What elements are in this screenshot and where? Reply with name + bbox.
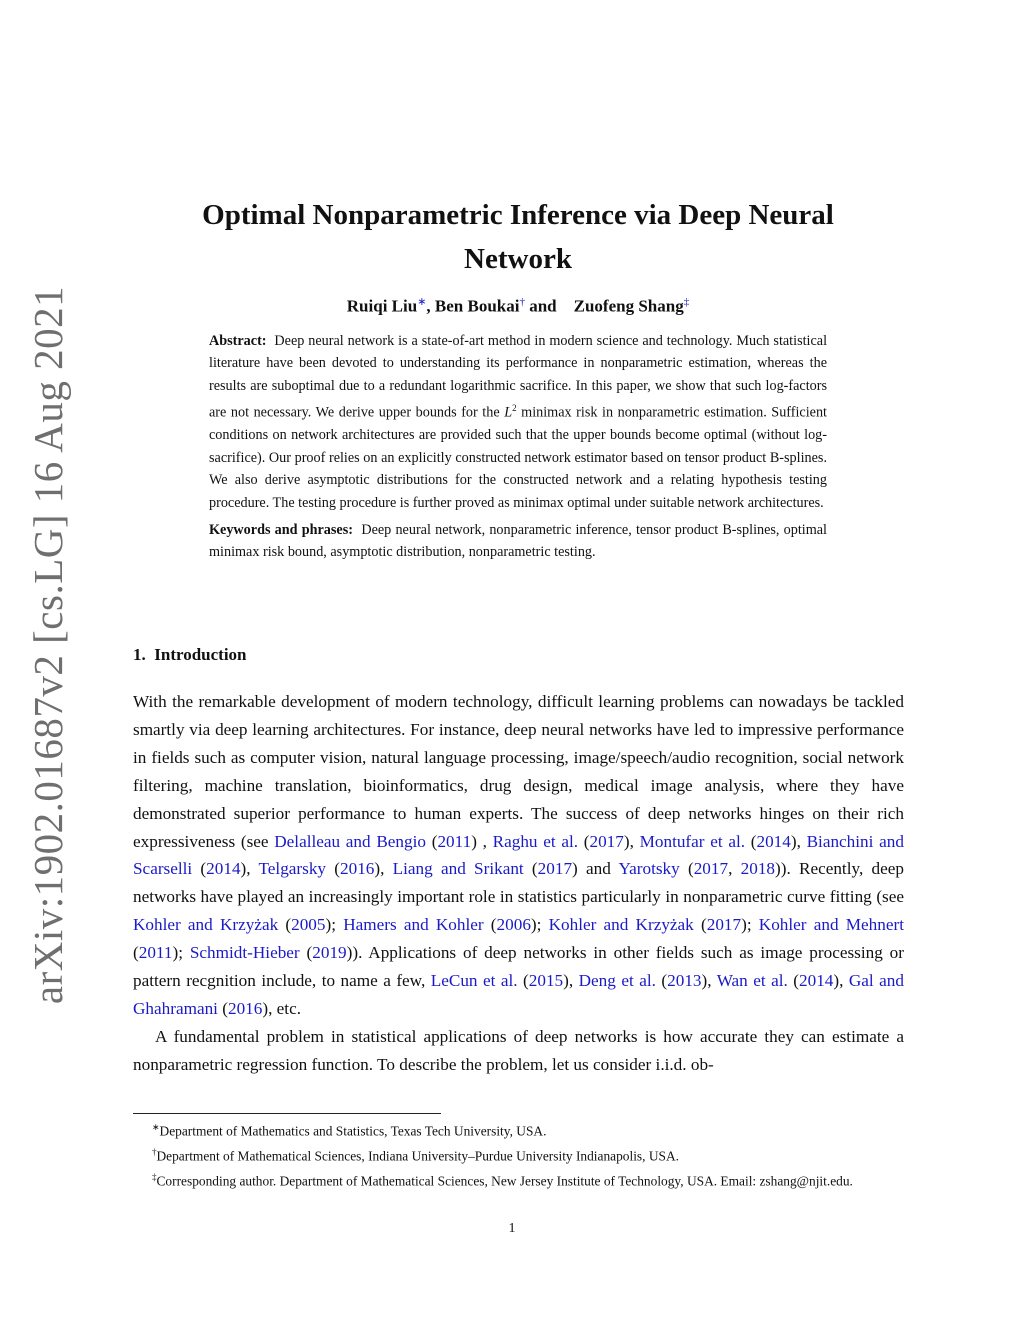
citation-year-link[interactable]: 2005 <box>291 915 326 935</box>
text: ( <box>133 943 139 963</box>
citation-year-link[interactable]: 2019 <box>312 943 347 963</box>
footnote-text: Department of Mathematics and Statistics, Texas Tech University, USA. <box>159 1123 547 1139</box>
text: With the remarkable development of modern technology, difficult learning problems can nowadays be tackled smartly via deep learning architectures. For instance, deep neural networks have led to impressive performance in fields such as computer vision, natural language processing, image/speech/audio recognition, social network filtering, machine translation, bioinformatics, drug design, medical image analysis, where they have demonstrated superior performance to human experts. The success of deep networks hinges on their rich expressiveness (see <box>133 692 904 851</box>
citation-year-link[interactable]: 2015 <box>528 971 564 991</box>
author-separator: , <box>426 296 435 316</box>
title-line-1: Optimal Nonparametric Inference via Deep Neural <box>202 199 834 231</box>
footnote <box>133 1142 904 1167</box>
paragraph: A fundamental problem in statistical applications of deep networks is how accurate they can estimate a nonparametric regression function. To describe the problem, let us consider i.i.d. ob- <box>133 1026 904 1074</box>
text: ( <box>787 971 800 991</box>
text: ( <box>693 915 707 935</box>
citation-year-link[interactable]: 2014 <box>756 831 791 851</box>
citation-year-link[interactable]: 2017 <box>537 859 573 879</box>
citation-link[interactable]: Yarotsky <box>618 859 680 879</box>
text: ), <box>790 831 807 851</box>
footnote-text: Department of Mathematical Sciences, Indiana University–Purdue University Indianapolis, USA. <box>156 1148 679 1164</box>
author-1: Ruiqi Liu <box>346 296 418 316</box>
author-2-footnote-mark[interactable]: † <box>519 296 525 308</box>
citation-year-link[interactable]: 2017 <box>693 859 729 879</box>
text: ), <box>374 859 393 879</box>
citation-year-link[interactable]: 2016 <box>227 998 263 1018</box>
text: ( <box>326 859 340 879</box>
text: )). Applications of deep networks in other fields such as image processing or pattern recgnition include, to name a few, <box>133 943 904 991</box>
abstract-body <box>209 330 827 514</box>
author-list <box>140 295 896 317</box>
footnotes <box>133 1117 904 1192</box>
title-line-2: Network <box>464 243 572 275</box>
math-symbol-L: L <box>504 404 513 421</box>
math-superscript: 2 <box>512 403 517 414</box>
text: ), <box>563 971 579 991</box>
citation-year-link[interactable]: 2011 <box>437 831 472 851</box>
body-text <box>133 688 904 1079</box>
author-1-footnote-mark[interactable]: ∗ <box>417 296 427 308</box>
text: ( <box>517 971 529 991</box>
text: ( <box>655 971 668 991</box>
text: ( <box>192 859 207 879</box>
text: ), <box>833 971 849 991</box>
author-separator: and <box>524 296 574 316</box>
footnote-mark: ∗ <box>152 1122 160 1132</box>
footnote-text: Corresponding author. Department of Mathematical Sciences, New Jersey Institute of Technology, USA. Email: zshang@njit.edu. <box>156 1173 853 1189</box>
text: ( <box>299 943 313 963</box>
text: , <box>728 859 741 879</box>
text: ), <box>623 831 640 851</box>
citation-link[interactable]: Schmidt-Hieber <box>189 943 300 963</box>
citation-link[interactable]: Hamers and Kohler <box>343 915 484 935</box>
text: ( <box>679 859 694 879</box>
keywords <box>209 519 827 564</box>
abstract-label: Abstract: <box>209 333 267 349</box>
text: ), <box>240 859 259 879</box>
citation-year-link[interactable]: 2013 <box>667 971 702 991</box>
page-number: 1 <box>508 1221 516 1236</box>
paragraph <box>133 688 904 1023</box>
citation-year-link[interactable]: 2014 <box>799 971 834 991</box>
author-2: Ben Boukai <box>434 296 520 316</box>
footnote-divider <box>133 1113 441 1114</box>
citation-year-link[interactable]: 2011 <box>138 943 173 963</box>
citation-year-link[interactable]: 2014 <box>206 859 241 879</box>
text: ( <box>278 915 292 935</box>
citation-link[interactable]: Kohler and Krzyżak <box>548 915 694 935</box>
text: ); <box>741 915 759 935</box>
footnote <box>133 1117 904 1142</box>
citation-link[interactable]: Raghu et al. <box>492 831 579 851</box>
citation-link[interactable]: Deng et al. <box>578 971 656 991</box>
text: ( <box>578 831 590 851</box>
text: ); <box>530 915 549 935</box>
footnote <box>133 1167 904 1192</box>
text: ), etc. <box>262 998 302 1018</box>
text: ( <box>426 831 438 851</box>
text: ); <box>172 943 190 963</box>
text: ( <box>483 915 497 935</box>
citation-year-link[interactable]: 2016 <box>340 859 375 879</box>
footnote-mark: ‡ <box>152 1171 157 1182</box>
text: ), <box>701 971 717 991</box>
text: )). Recently, deep networks have played an increasingly important role in statistics particularly in nonparametric curve fitting (see <box>133 859 904 907</box>
arxiv-identifier <box>18 285 78 1005</box>
footnote-mark: † <box>152 1146 157 1157</box>
author-3: Zuofeng Shang <box>573 296 684 316</box>
text: ) and <box>572 859 619 879</box>
citation-link[interactable]: Gal and Ghahramani <box>133 971 904 1018</box>
citation-year-link[interactable]: 2018 <box>740 859 775 879</box>
text: ); <box>325 915 344 935</box>
abstract <box>209 330 827 564</box>
abstract-text: minimax risk in nonparametric estimation. Sufficient conditions on network architectures are provided such that the upper bounds become optimal (without log-sacrifice). Our proof relies on an explicitly constructed network estimator based on tensor product B-splines. We also derive asymptotic distributions for the constructed network and a relating hypothesis testing procedure. The testing procedure is further proved as minimax optimal under suitable network architectures. <box>209 404 827 511</box>
text: ( <box>217 998 228 1018</box>
citation-link[interactable]: Telgarsky <box>258 859 327 879</box>
citation-year-link[interactable]: 2017 <box>706 915 742 935</box>
keywords-label: Keywords and phrases: <box>209 521 353 538</box>
text: ( <box>745 831 757 851</box>
citation-link[interactable]: Kohler and Krzyżak <box>133 915 279 935</box>
abstract-text: Deep neural network is a state-of-art method in modern science and technology. Much statistical literature have been devoted to understanding its performance in nonparametric estimation, whereas the results are suboptimal due to a redundant logarithmic sacrifice. In this paper, we show that such log-factors are not necessary. We derive upper bounds for the <box>209 333 828 421</box>
text: ) , <box>471 831 493 851</box>
citation-link[interactable]: Delalleau and Bengio <box>274 831 426 851</box>
citation-link[interactable]: Kohler and Mehnert <box>758 915 904 935</box>
citation-year-link[interactable]: 2017 <box>589 831 624 851</box>
arxiv-identifier-text: arXiv:1902.01687v2 [cs.LG] 16 Aug 2021 <box>25 285 71 1005</box>
paper-title <box>140 193 896 281</box>
citation-link[interactable]: Wan et al. <box>716 971 788 991</box>
citation-link[interactable]: Montufar et al. <box>639 831 746 851</box>
citation-link[interactable]: Liang and Srikant <box>392 859 524 879</box>
author-3-footnote-mark[interactable]: ‡ <box>683 296 690 308</box>
citation-year-link[interactable]: 2006 <box>496 915 531 935</box>
citation-link[interactable]: Bianchini and Scarselli <box>133 831 904 879</box>
section-heading: 1. Introduction <box>133 645 247 664</box>
keywords-text: Deep neural network, nonparametric inference, tensor product B-splines, optimal minimax risk bound, asymptotic distribution, nonparametric testing. <box>209 521 827 561</box>
citation-link[interactable]: LeCun et al. <box>430 971 518 991</box>
text: ( <box>523 859 538 879</box>
